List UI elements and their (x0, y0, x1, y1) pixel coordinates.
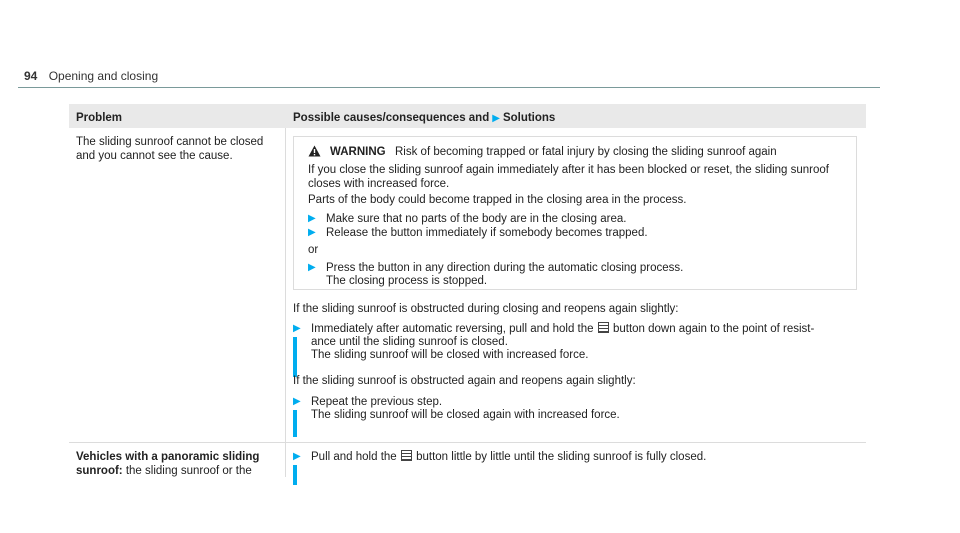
play-arrow-icon: ▶ (308, 213, 316, 224)
warning-text: closes with increased force. (308, 178, 450, 190)
table-row: The sliding sunroof cannot be closed and you cannot see the cause. WARNING Risk of becoming trapped or fatal injury by closing the sliding sunroof again If you close the sliding sunroof again immediately after it has been blocked or reset, the sliding sunroof closes with increased force. Parts of the body could become trapped in the closing area in the process. ▶ Make sure that no parts of the body are in the closing area. ▶ Release the button immediately if somebody becomes trapped. or ▶ Press the button in any direction during the automatic closing process. The closing process is stopped. If the sliding sunroof is obstructed during closing and reopens again slightly: ▶ Immediately after automatic reversing, pull and hold the button down again to the point of resist- ance until the sliding sunroof is closed. The sliding sunroof will be closed with increased force. If the sliding sunroof is obstructed again and reopens again slightly: ▶ Repeat the previous step. The sliding sunroof will be closed again with increased force. (69, 128, 866, 443)
problem-table (69, 104, 866, 477)
play-arrow-icon: ▶ (293, 396, 301, 407)
play-arrow-icon: ▶ (293, 451, 301, 462)
warning-box: WARNING Risk of becoming trapped or fatal injury by closing the sliding sunroof again If you close the sliding sunroof again immediately after it has been blocked or reset, the sliding sunroof closes with increased force. Parts of the body could become trapped in the closing area in the process. ▶ Make sure that no parts of the body are in the closing area. ▶ Release the button immediately if somebody becomes trapped. or ▶ Press the button in any direction during the automatic closing process. The closing process is stopped. (293, 136, 857, 290)
column-header-problem: Problem (76, 112, 123, 124)
play-arrow-icon: ▶ (308, 227, 316, 238)
play-arrow-icon: ▶ (492, 113, 500, 124)
table-header (69, 104, 866, 128)
header-rule (18, 87, 880, 88)
warning-label: WARNING (330, 146, 386, 158)
table-row: Vehicles with a panoramic sliding sunroof: the sliding sunroof or the ▶ Pull and hold the button little by little until the sliding sunroof is fully closed. (69, 443, 866, 477)
warning-triangle-icon (308, 145, 321, 157)
step-bar (293, 410, 297, 437)
solutions-label: Solutions (502, 112, 556, 124)
problem-text-line: sunroof: the sliding sunroof or the (76, 465, 252, 477)
or-text: or (308, 244, 319, 256)
play-arrow-icon: ▶ (293, 323, 301, 334)
warning-text: Parts of the body could become trapped in the closing area in the process. (308, 194, 687, 206)
column-divider (285, 443, 286, 477)
sunroof-button-icon (598, 322, 609, 333)
problem-text-line: The sliding sunroof cannot be closed (76, 136, 264, 148)
causes-label: Possible causes/consequences and (293, 112, 490, 124)
problem-cell (76, 135, 276, 163)
warning-text: If you close the sliding sunroof again immediately after it has been blocked or reset, the sliding sunroof (308, 164, 829, 176)
problem-cell (76, 450, 276, 478)
case-intro: If the sliding sunroof is obstructed during closing and reopens again slightly: (293, 303, 679, 315)
column-header-causes (293, 111, 555, 126)
step-bar (293, 337, 297, 377)
problem-text-line: Vehicles with a panoramic sliding (76, 451, 260, 463)
page-number: 94 (24, 69, 38, 83)
page-header (24, 69, 158, 83)
warning-risk: Risk of becoming trapped or fatal injury by closing the sliding sunroof again (395, 146, 777, 158)
problem-text-line: and you cannot see the cause. (76, 150, 233, 162)
step-bar (293, 465, 297, 485)
column-divider (285, 128, 286, 442)
sunroof-button-icon (401, 450, 412, 461)
play-arrow-icon: ▶ (308, 262, 316, 273)
case-intro: If the sliding sunroof is obstructed again and reopens again slightly: (293, 375, 636, 387)
section-title: Opening and closing (48, 69, 159, 83)
